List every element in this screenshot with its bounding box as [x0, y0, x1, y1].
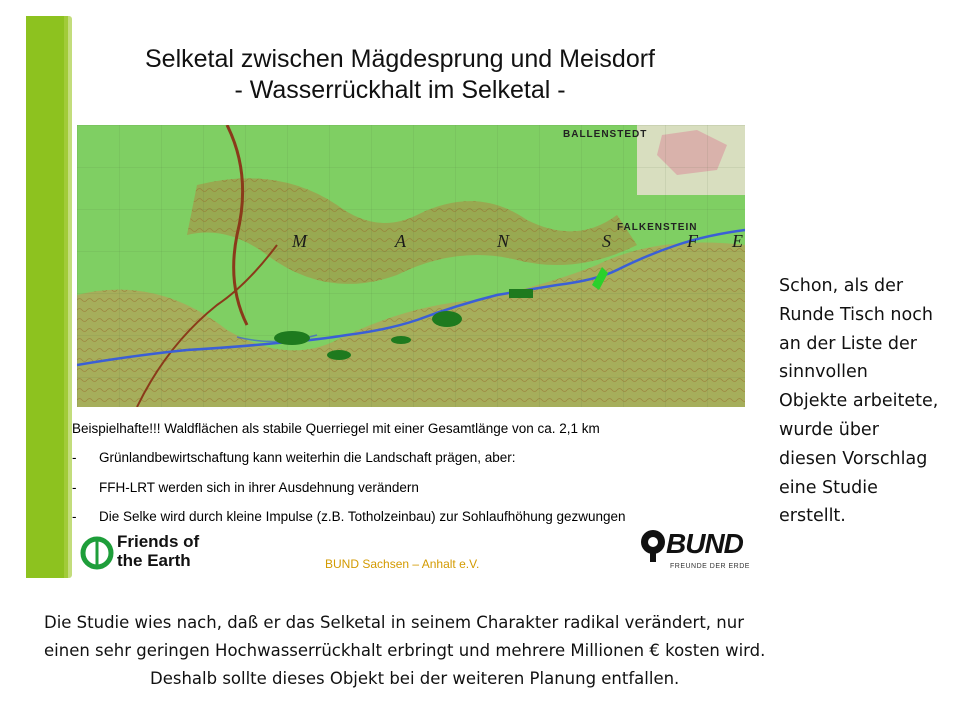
proposed-area-5	[509, 289, 533, 298]
bund-emblem-icon	[638, 528, 668, 564]
proposed-area-2	[327, 350, 351, 360]
bund-sachsen-anhalt-label: BUND Sachsen – Anhalt e.V.	[325, 557, 480, 571]
map-letter-5: F	[687, 231, 698, 251]
map-letter-6: E	[732, 231, 743, 251]
bund-wordmark: BUND	[666, 528, 743, 559]
bullet-list	[72, 450, 626, 539]
list-item	[72, 450, 626, 480]
bullet-text: Grünlandbewirtschaftung kann weiterhin die Landschaft prägen, aber:	[99, 450, 516, 465]
foe-wordmark	[117, 532, 199, 570]
accent-bar	[26, 16, 68, 578]
bullet-marker: -	[72, 450, 77, 465]
bund-logo	[636, 526, 766, 578]
friends-of-the-earth-logo	[80, 530, 215, 578]
conclusion-text	[44, 609, 924, 693]
conclusion-line-2: einen sehr geringen Hochwasserrückhalt erbringt und mehrere Millionen € kosten wird.	[44, 641, 766, 660]
list-item	[72, 480, 626, 510]
map-label-falkenstein: FALKENSTEIN	[617, 222, 698, 233]
bullet-marker: -	[72, 479, 77, 495]
title-line-2: - Wasserrückhalt im Selketal -	[234, 76, 566, 104]
title-line-1: Selketal zwischen Mägdesprung und Meisdorf	[145, 45, 655, 73]
map-graphic	[77, 125, 745, 407]
slide-title	[70, 44, 730, 106]
bullet-marker: -	[72, 509, 77, 524]
foe-line-1: Friends of	[117, 532, 200, 551]
bullet-text: Die Selke wird durch kleine Impulse (z.B. Totholzeinbau) zur Sohlaufhöhung gezwungen	[99, 509, 626, 524]
bund-tagline: FREUNDE DER ERDE	[670, 563, 750, 570]
map-label-ballenstedt: BALLENSTEDT	[563, 129, 648, 140]
side-note: Schon, als der Runde Tisch noch an der Liste der sinnvollen Objekte arbeitete, wurde über diesen Vorschlag eine Studie erstellt.	[779, 276, 939, 527]
map-caption: Beispielhafte!!! Waldflächen als stabile Querriegel mit einer Gesamtlänge von ca. 2,1 km	[72, 421, 600, 436]
conclusion-line-1: Die Studie wies nach, daß er das Selketal in seinem Charakter radikal verändert, nur	[44, 613, 744, 632]
map-letter-2: A	[395, 231, 406, 251]
map-letter-3: N	[497, 231, 510, 251]
map-letter-1: M	[292, 231, 307, 251]
proposed-area-1	[274, 331, 310, 345]
proposed-area-4	[432, 311, 462, 327]
conclusion-line-3: Deshalb sollte dieses Objekt bei der weiteren Planung entfallen.	[150, 669, 680, 688]
bullet-text: FFH-LRT werden sich in ihrer Ausdehnung verändern	[99, 479, 419, 495]
foe-circle-icon	[80, 536, 114, 570]
topographic-map	[77, 125, 745, 407]
map-letter-4: S	[602, 231, 611, 251]
foe-line-2: the Earth	[117, 551, 191, 570]
proposed-area-3	[391, 336, 411, 344]
